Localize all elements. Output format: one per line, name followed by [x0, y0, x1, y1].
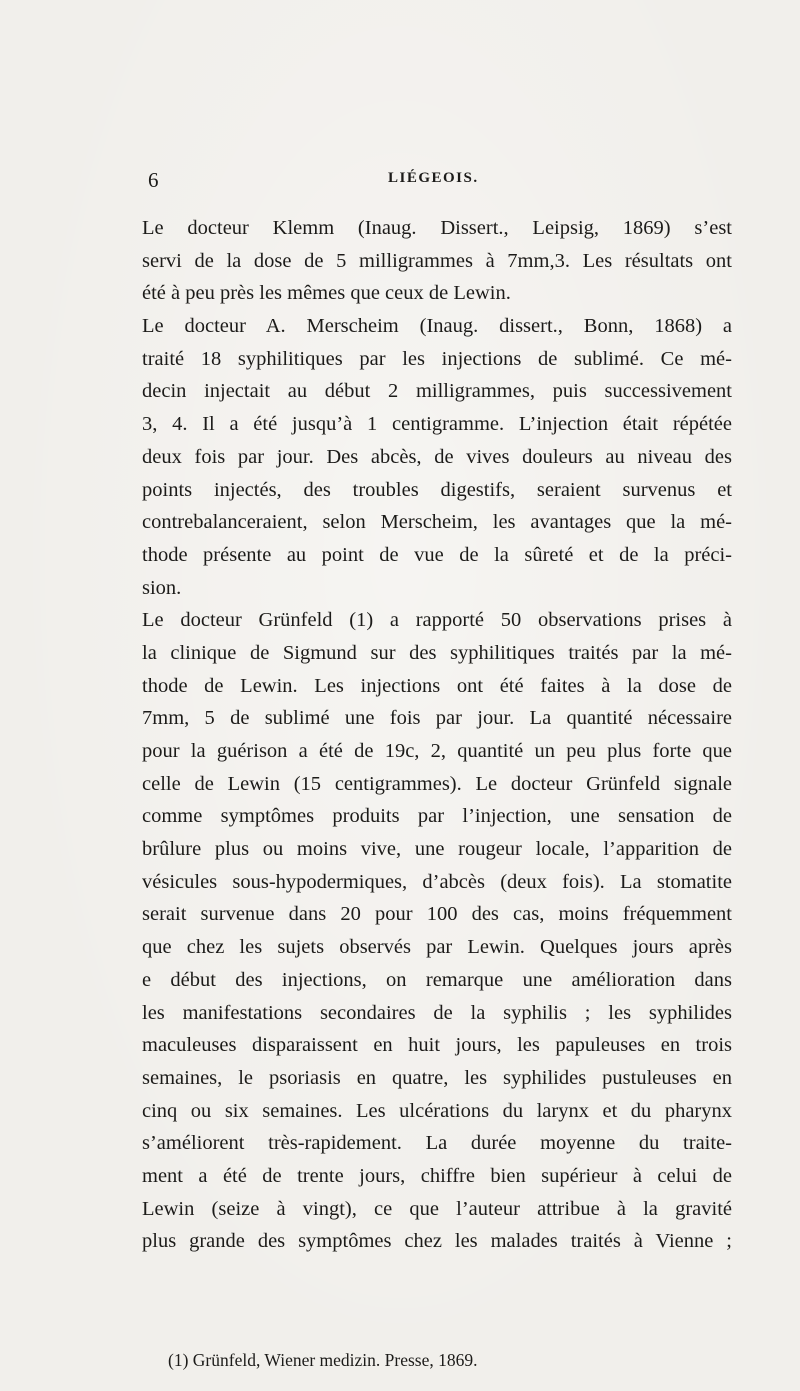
text-line: que chez les sujets observés par Lewin. Quelques jours après — [142, 936, 732, 959]
text-line: serait survenue dans 20 pour 100 des cas, moins fréquemment — [142, 903, 732, 926]
text-line: celle de Lewin (15 centigrammes). Le docteur Grünfeld signale — [142, 772, 732, 795]
page-number: 6 — [148, 168, 159, 192]
running-head: LIÉGEOIS. — [388, 170, 479, 186]
text-line: Le docteur Grünfeld (1) a rapporté 50 observations prises à — [142, 609, 732, 632]
text-line: les manifestations secondaires de la syphilis ; les syphilides — [142, 1001, 732, 1024]
text-line: deux fois par jour. Des abcès, de vives douleurs au niveau des — [142, 445, 732, 468]
text-line: la clinique de Sigmund sur des syphilitiques traités par la mé- — [142, 641, 732, 664]
text-line: maculeuses disparaissent en huit jours, les papuleuses en trois — [142, 1034, 732, 1057]
text-line: brûlure plus ou moins vive, une rougeur locale, l’apparition de — [142, 838, 732, 861]
text-line: 7mm, 5 de sublimé une fois par jour. La quantité nécessaire — [142, 707, 732, 730]
text-line: contrebalanceraient, selon Merscheim, les avantages que la mé- — [142, 511, 732, 534]
text-line: thode de Lewin. Les injections ont été faites à la dose de — [142, 674, 732, 697]
text-line: points injectés, des troubles digestifs, seraient survenus et — [142, 478, 732, 501]
text-line: decin injectait au début 2 milligrammes, puis successivement — [142, 380, 732, 403]
text-line: pour la guérison a été de 19c, 2, quantité un peu plus forte que — [142, 740, 732, 762]
text-line: Le docteur A. Merscheim (Inaug. dissert., Bonn, 1868) a — [142, 315, 732, 338]
text-line: été à peu près les mêmes que ceux de Lewin. — [142, 282, 511, 305]
text-line: sion. — [142, 576, 182, 599]
text-line: comme symptômes produits par l’injection, une sensation de — [142, 805, 732, 828]
body-text — [142, 212, 732, 1258]
text-line: e début des injections, on remarque une amélioration dans — [142, 968, 732, 991]
text-line: cinq ou six semaines. Les ulcérations du larynx et du pharynx — [142, 1099, 732, 1122]
text-line: ment a été de trente jours, chiffre bien supérieur à celui de — [142, 1164, 732, 1187]
text-line: Lewin (seize à vingt), ce que l’auteur attribue à la gravité — [142, 1197, 732, 1220]
text-line: thode présente au point de vue de la sûreté et de la préci- — [142, 543, 732, 566]
text-line: 3, 4. Il a été jusqu’à 1 centigramme. L’injection était répétée — [142, 413, 732, 436]
text-line: traité 18 syphilitiques par les injections de sublimé. Ce mé- — [142, 347, 732, 370]
text-line: s’améliorent très-rapidement. La durée moyenne du traite- — [142, 1132, 732, 1155]
text-line: servi de la dose de 5 milligrammes à 7mm,3. Les résultats ont — [142, 249, 732, 272]
text-line: semaines, le psoriasis en quatre, les syphilides pustuleuses en — [142, 1066, 732, 1089]
text-line: vésicules sous-hypodermiques, d’abcès (deux fois). La stomatite — [142, 870, 732, 893]
page-header — [148, 168, 728, 198]
footnote: (1) Grünfeld, Wiener medizin. Presse, 1869. — [168, 1350, 478, 1370]
text-line: Le docteur Klemm (Inaug. Dissert., Leipsig, 1869) s’est — [142, 217, 732, 239]
text-line: plus grande des symptômes chez les malades traités à Vienne ; — [142, 1230, 732, 1253]
